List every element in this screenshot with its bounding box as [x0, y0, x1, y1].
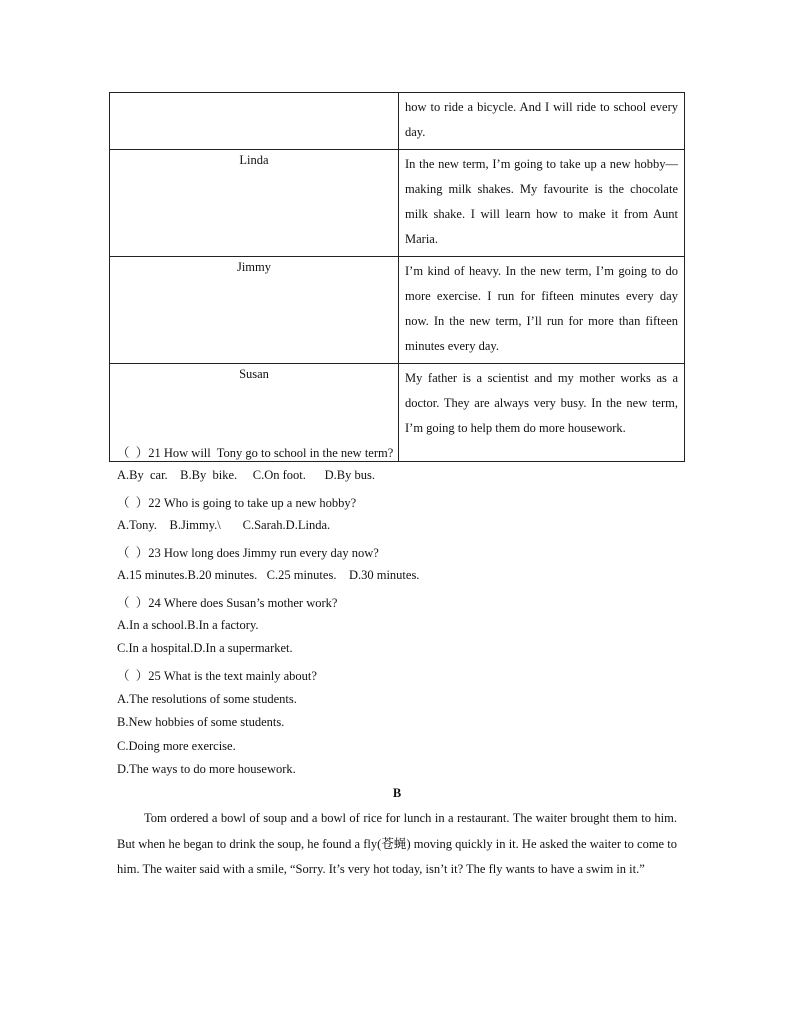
student-name-cell: Jimmy	[110, 257, 399, 364]
student-plan-cell: In the new term, I’m going to take up a new hobby—making milk shakes. My favourite is the chocolate milk shake. I will learn how to make it from Aunt Maria.	[399, 150, 685, 257]
question-25-option-b: B.New hobbies of some students.	[117, 715, 285, 729]
question-24-option-line-2: C.In a hospital.D.In a supermarket.	[117, 641, 293, 655]
question-25-option-a: A.The resolutions of some students.	[117, 692, 297, 706]
question-23-options: A.15 minutes.B.20 minutes. C.25 minutes. D.30 minutes.	[117, 568, 420, 582]
question-23-stem: （ ）23 How long does Jimmy run every day now?	[117, 546, 379, 560]
table-row	[110, 257, 685, 364]
table-row	[110, 150, 685, 257]
question-24-stem: （ ）24 Where does Susan’s mother work?	[117, 596, 338, 610]
student-plan-cell: how to ride a bicycle. And I will ride to school every day.	[399, 93, 685, 150]
question-24-option-line-1: A.In a school.B.In a factory.	[117, 618, 259, 632]
resolutions-table	[109, 92, 685, 462]
section-heading: B	[392, 786, 402, 800]
student-name-cell	[110, 93, 399, 150]
passage-paragraph: Tom ordered a bowl of soup and a bowl of rice for lunch in a restaurant. The waiter brought them to him. But when he began to drink the soup, he found a fly(苍蝇) moving quickly in it. He asked the waiter to come to him. The waiter said with a smile, “Sorry. It’s very hot today, isn’t it? The fly wants to have a swim in it.”	[117, 811, 677, 876]
question-22-stem: （ ）22 Who is going to take up a new hobby?	[117, 496, 357, 510]
question-25-option-d: D.The ways to do more housework.	[117, 762, 296, 776]
question-21-stem: （ ）21 How will Tony go to school in the new term?	[117, 446, 394, 460]
question-22-options: A.Tony. B.Jimmy.\ C.Sarah.D.Linda.	[117, 518, 331, 532]
student-name-cell: Linda	[110, 150, 399, 257]
student-plan-cell: I’m kind of heavy. In the new term, I’m going to do more exercise. I run for fifteen minutes every day now. In the new term, I’ll run for more than fifteen minutes every day.	[399, 257, 685, 364]
question-25-option-c: C.Doing more exercise.	[117, 739, 236, 753]
question-21-options: A.By car. B.By bike. C.On foot. D.By bus.	[117, 468, 375, 482]
table-row	[110, 93, 685, 150]
student-name-cell: Susan	[110, 364, 399, 462]
question-25-stem: （ ）25 What is the text mainly about?	[117, 669, 317, 683]
student-plan-cell: My father is a scientist and my mother works as a doctor. They are always very busy. In the new term, I’m going to help them do more housework.	[399, 364, 685, 462]
